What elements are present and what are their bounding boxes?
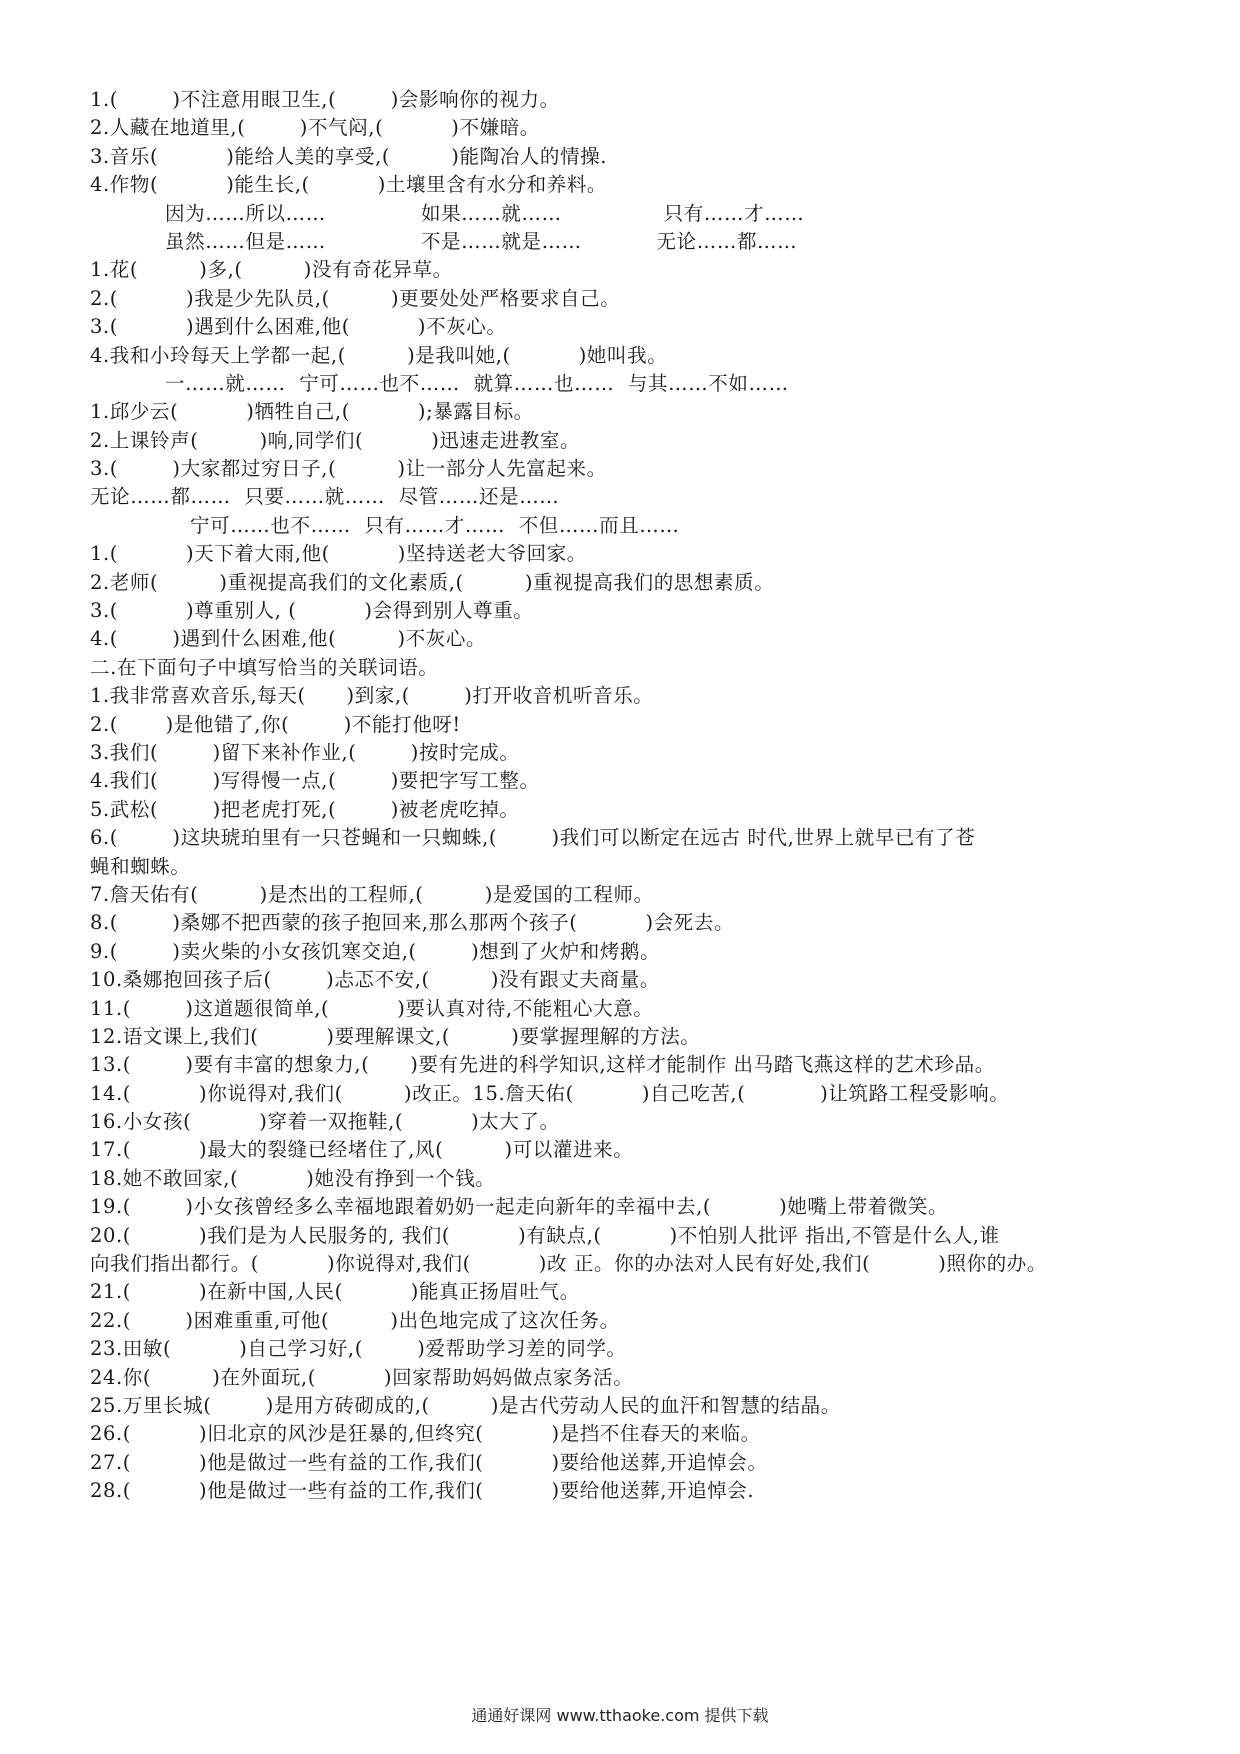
text-line: 17.( )最大的裂缝已经堵住了,风( )可以灌进来。 xyxy=(90,1138,634,1162)
text-line: 二.在下面句子中填写恰当的关联词语。 xyxy=(90,655,439,679)
text-line: 一……就…… 宁可……也不…… 就算……也…… 与其……不如…… xyxy=(165,371,789,395)
text-line: 21.( )在新中国,人民( )能真正扬眉吐气。 xyxy=(90,1280,580,1304)
text-line: 6.( )这块琥珀里有一只苍蝇和一只蜘蛛,( )我们可以断定在远古 时代,世界上就早已有了苍 xyxy=(90,826,976,850)
text-line: 1.( )不注意用眼卫生,( )会影响你的视力。 xyxy=(90,88,560,111)
exercise-text xyxy=(90,86,1170,1506)
text-line: 3.我们( )留下来补作业,( )按时完成。 xyxy=(90,740,520,764)
text-line: 2.( )我是少先队员,( )更要处处严格要求自己。 xyxy=(90,286,621,310)
text-line: 22.( )困难重重,可他( )出色地完成了这次任务。 xyxy=(90,1308,620,1332)
text-line: 23.田敏( )自己学习好,( )爱帮助学习差的同学。 xyxy=(90,1337,627,1361)
text-line: 1.( )天下着大雨,他( )坚持送老大爷回家。 xyxy=(90,542,587,566)
text-line: 20.( )我们是为人民服务的, 我们( )有缺点,( )不怕别人批评 指出,不管是什么人,谁 xyxy=(90,1223,1000,1247)
text-line: 1.我非常喜欢音乐,每天( )到家,( )打开收音机听音乐。 xyxy=(90,684,654,708)
text-line: 2.老师( )重视提高我们的文化素质,( )重视提高我们的思想素质。 xyxy=(90,570,775,594)
text-line: 18.她不敢回家,( )她没有挣到一个钱。 xyxy=(90,1166,496,1190)
text-line: 16.小女孩( )穿着一双拖鞋,( )太大了。 xyxy=(90,1110,560,1134)
text-line: 12.语文课上,我们( )要理解课文,( )要掌握理解的方法。 xyxy=(90,1024,701,1048)
page-footer: 通通好课网 www.tthaoke.com 提供下载 xyxy=(471,1706,769,1725)
text-line: 1.邱少云( )牺牲自己,( );暴露目标。 xyxy=(90,400,534,424)
text-line: 9.( )卖火柴的小女孩饥寒交迫,( )想到了火炉和烤鹅。 xyxy=(90,939,661,963)
text-line: 4.( )遇到什么困难,他( )不灰心。 xyxy=(90,627,487,651)
text-line: 11.( )这道题很简单,( )要认真对待,不能粗心大意。 xyxy=(90,996,654,1020)
text-line: 3.音乐( )能给人美的享受,( )能陶冶人的情操. xyxy=(90,144,608,168)
text-line: 1.花( )多,( )没有奇花异草。 xyxy=(90,258,453,282)
text-line: 无论……都…… 只要……就…… 尽管……还是…… xyxy=(90,485,560,509)
text-line: 10.桑娜抱回孩子后( )忐忑不安,( )没有跟丈夫商量。 xyxy=(90,968,660,992)
text-line: 24.你( )在外面玩,( )回家帮助妈妈做点家务活。 xyxy=(90,1365,634,1389)
text-line: 26.( )旧北京的风沙是狂暴的,但终究( )是挡不住春天的来临。 xyxy=(90,1422,761,1446)
text-line: 28.( )他是做过一些有益的工作,我们( )要给他送葬,开追悼会. xyxy=(90,1479,755,1503)
text-line: 3.( )遇到什么困难,他( )不灰心。 xyxy=(90,315,507,339)
text-line: 4.我们( )写得慢一点,( )要把字写工整。 xyxy=(90,769,540,793)
text-line: 7.詹天佑有( )是杰出的工程师,( )是爱国的工程师。 xyxy=(90,882,654,906)
text-line: 25.万里长城( )是用方砖砌成的,( )是古代劳动人民的血汗和智慧的结晶。 xyxy=(90,1393,841,1417)
text-line: 19.( )小女孩曾经多么幸福地跟着奶奶一起走向新年的幸福中去,( )她嘴上带着微笑。 xyxy=(90,1195,949,1219)
text-line: 宁可……也不…… 只有……才…… 不但……而且…… xyxy=(190,513,680,537)
text-line: 4.我和小玲每天上学都一起,( )是我叫她,( )她叫我。 xyxy=(90,343,668,367)
text-line: 2.上课铃声( )响,同学们( )迅速走进教室。 xyxy=(90,428,581,452)
text-line: 4.作物( )能生长,( )土壤里含有水分和养料。 xyxy=(90,173,608,197)
text-line: 5.武松( )把老虎打死,( )被老虎吃掉。 xyxy=(90,797,520,821)
text-line: 2.( )是他错了,你( )不能打他呀! xyxy=(90,712,461,736)
text-line: 14.( )你说得对,我们( )改正。15.詹天佑( )自己吃苦,( )让筑路工程受影响。 xyxy=(90,1081,1010,1105)
text-line: 13.( )要有丰富的想象力,( )要有先进的科学知识,这样才能制作 出马踏飞燕这样的艺术珍品。 xyxy=(90,1053,995,1077)
text-line: 27.( )他是做过一些有益的工作,我们( )要给他送葬,开追悼会。 xyxy=(90,1450,768,1474)
text-line: 3.( )尊重别人, ( )会得到别人尊重。 xyxy=(90,599,534,623)
text-line: 3.( )大家都过穷日子,( )让一部分人先富起来。 xyxy=(90,457,607,481)
text-line: 蝇和蜘蛛。 xyxy=(90,854,191,878)
text-line: 2.人藏在地道里,( )不气闷,( )不嫌暗。 xyxy=(90,116,540,140)
text-line: 虽然……但是…… 不是……就是…… 无论……都…… xyxy=(165,229,798,253)
text-line: 因为……所以…… 如果……就…… 只有……才…… xyxy=(165,201,805,225)
text-line: 向我们指出都行。( )你说得对,我们( )改 正。你的办法对人民有好处,我们( )照你的办。 xyxy=(90,1252,1047,1276)
text-line: 8.( )桑娜不把西蒙的孩子抱回来,那么那两个孩子( )会死去。 xyxy=(90,911,735,935)
